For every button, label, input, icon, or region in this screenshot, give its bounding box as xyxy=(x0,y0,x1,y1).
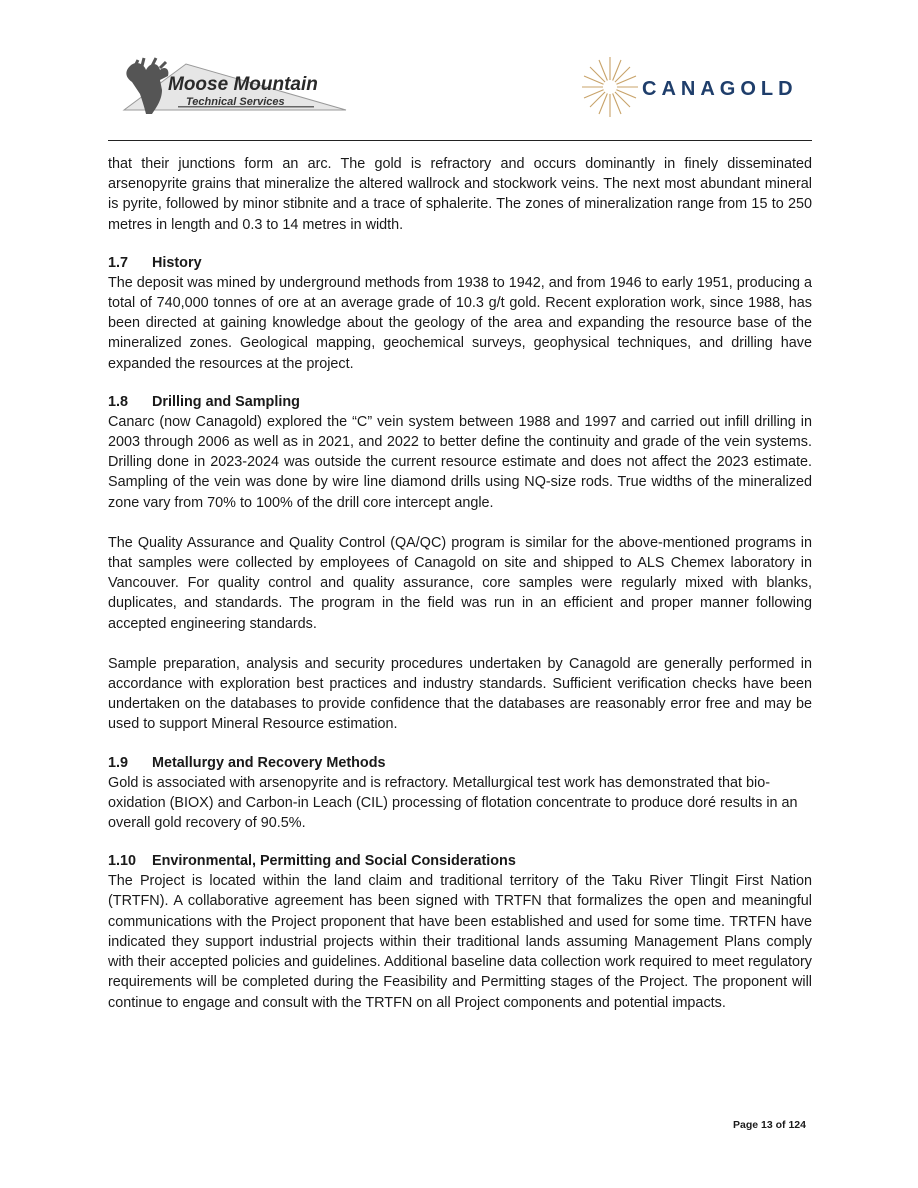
section-title: Environmental, Permitting and Social Considerations xyxy=(152,853,516,870)
section-title: Drilling and Sampling xyxy=(152,393,300,410)
document-body xyxy=(108,154,812,1013)
section-heading-history xyxy=(108,253,812,273)
section-title: History xyxy=(152,254,202,271)
section-heading-environmental xyxy=(108,851,812,871)
section-heading-metallurgy xyxy=(108,753,812,773)
canagold-logo xyxy=(582,52,802,122)
section-number: 1.7 xyxy=(108,254,129,271)
page-number: Page 13 of 124 xyxy=(733,1119,806,1131)
header-divider xyxy=(108,140,812,141)
paragraph-drilling-3: Sample preparation, analysis and security procedures undertaken by Canagold are generally performed in accordance with exploration best practices and industry standards. Sufficient verification checks have been undertaken on the databases to provide confidence that the databases are reasonably error free and may be used to support Mineral Resource estimation. xyxy=(108,655,812,733)
intro-paragraph: that their junctions form an arc. The gold is refractory and occurs dominantly in finely disseminated arsenopyrite grains that mineralize the altered wallrock and stockwork veins. The next most abundant mineral is pyrite, followed by minor stibnite and a trace of sphalerite. The zones of mineralization range from 15 to 250 metres in length and 0.3 to 14 metres in width. xyxy=(108,156,812,233)
canagold-wordmark: CANAGOLD xyxy=(642,78,798,100)
paragraph-environmental: The Project is located within the land claim and traditional territory of the Taku River Tlingit First Nation (TRTFN). A collaborative agreement has been signed with TRTFN that formalizes the open and meaningful communications with the Project proponent that have been established and used for some time. TRTFN have indicated they support industrial projects within their traditional lands assuming Management Plans comply with their accepted policies and guidelines. Additional baseline data collection work required to meet regulatory requirements will be completed during the Feasibility and Permitting stages of the Project. The proponent will continue to engage and consult with the TRTFN on all Project components and potential impacts. xyxy=(108,873,812,1011)
logo-title: Moose Mountain xyxy=(168,74,318,95)
moose-mountain-logo xyxy=(116,56,356,126)
page-header xyxy=(108,48,812,140)
section-heading-drilling xyxy=(108,392,812,412)
paragraph-metallurgy: Gold is associated with arsenopyrite and is refractory. Metallurgical test work has demonstrated that bio-oxidation (BIOX) and Carbon-in Leach (CIL) processing of flotation concentrate to produce doré results in an overall gold recovery of 90.5%. xyxy=(108,774,798,832)
paragraph-drilling-1: Canarc (now Canagold) explored the “C” vein system between 1988 and 1997 and carried out infill drilling in 2003 through 2006 as well as in 2021, and 2022 to better define the continuity and grade of the vein systems. Drilling done in 2023-2024 was outside the current resource estimate and does not affect the 2023 estimate. Sampling of the vein was done by wire line diamond drills using NQ-size rods. True widths of the mineralized zone vary from 70% to 100% of the drill core intercept angle. xyxy=(108,413,812,511)
logo-subtitle: Technical Services xyxy=(186,96,285,108)
section-title: Metallurgy and Recovery Methods xyxy=(152,754,386,771)
paragraph-history: The deposit was mined by underground methods from 1938 to 1942, and from 1946 to early 1951, producing a total of 740,000 tonnes of ore at an average grade of 10.3 g/t gold. Recent exploration work, since 1988, has been directed at gaining knowledge about the geology of the area and expanding the resource base of the mineralized zones. Geological mapping, geochemical surveys, geophysical techniques, and drilling have expanded the resources at the project. xyxy=(108,274,812,372)
sunburst-icon xyxy=(582,52,638,122)
section-number: 1.8 xyxy=(108,393,129,410)
section-number: 1.10 xyxy=(108,853,137,870)
paragraph-drilling-2: The Quality Assurance and Quality Control (QA/QC) program is similar for the above-mentioned programs in that samples were collected by employees of Canagold on site and shipped to ALS Chemex laboratory in Vancouver. For quality control and quality assurance, core samples were regularly mixed with blanks, duplicates, and standards. The program in the field was run in an efficient and proper manner following accepted engineering standards. xyxy=(108,534,812,632)
section-number: 1.9 xyxy=(108,754,129,771)
